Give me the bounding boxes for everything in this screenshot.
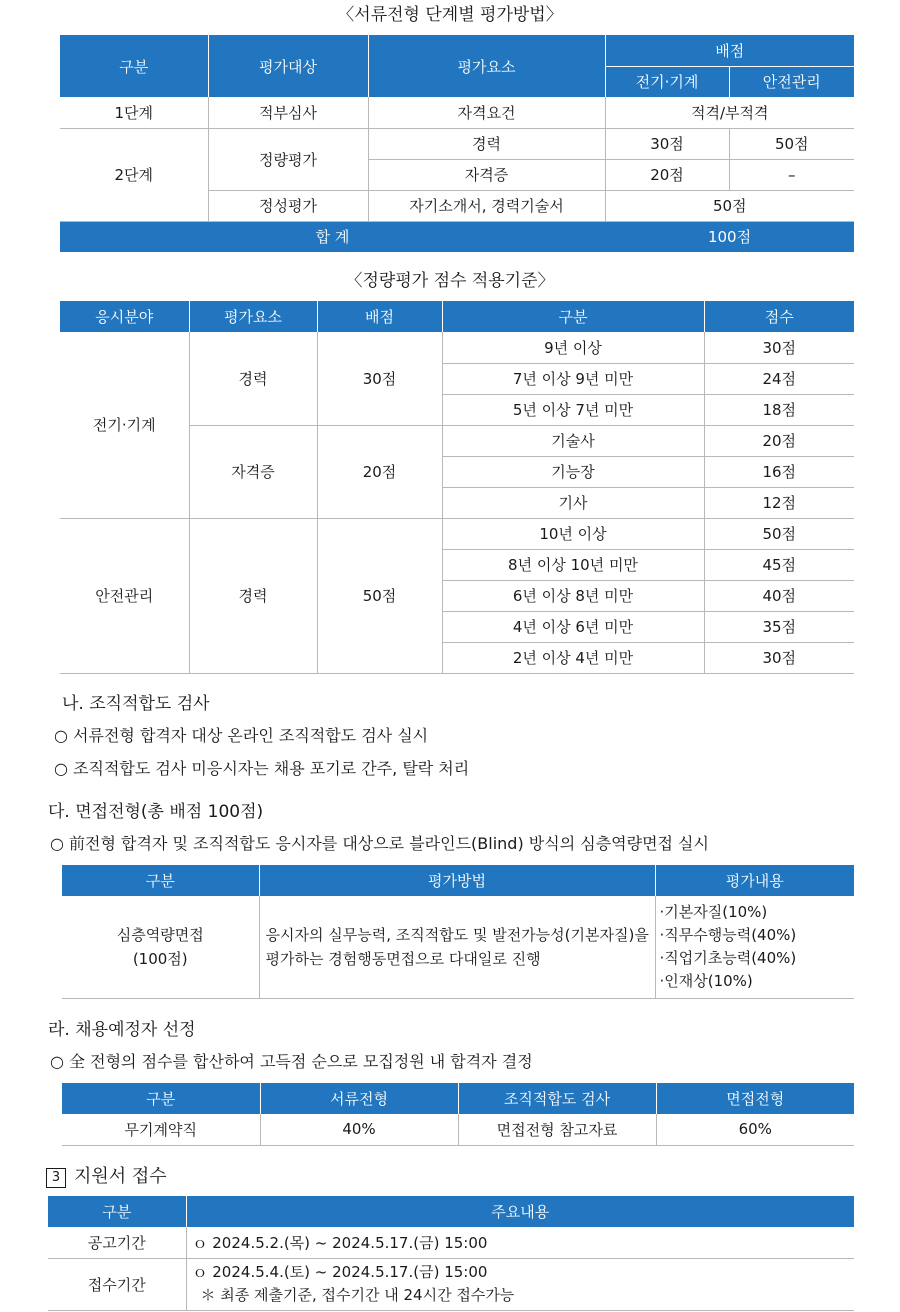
field-cell: 안전관리	[60, 518, 189, 673]
header-field: 응시분야	[60, 301, 189, 332]
interview-cell: 60%	[656, 1114, 854, 1145]
points-cell: 30점	[704, 332, 854, 363]
total-score: 100점	[605, 221, 854, 252]
stage-cell: 1단계	[60, 97, 208, 128]
criteria-cell: 기능장	[442, 456, 704, 487]
interview-name-cell	[62, 896, 259, 998]
points-cell: 20점	[704, 425, 854, 456]
points-cell: 30점	[704, 642, 854, 673]
section-na-heading: 나. 조직적합도 검사	[62, 694, 210, 714]
criteria-cell: 기술사	[442, 425, 704, 456]
element-cell: 자격증	[189, 425, 317, 518]
points-cell: 45점	[704, 549, 854, 580]
element-cell: 경력	[189, 332, 317, 425]
content-item: ·기본자질(10%)	[659, 902, 768, 921]
header-method: 평가방법	[259, 865, 655, 896]
score-cell: –	[729, 159, 854, 190]
quantitative-criteria-table	[60, 301, 854, 674]
score-cell: 30점	[605, 128, 729, 159]
criteria-cell: 5년 이상 7년 미만	[442, 394, 704, 425]
interview-name: 심층역량면접	[116, 925, 204, 944]
criteria-cell: 기사	[442, 487, 704, 518]
ra-bullet-1: ○ 全 전형의 점수를 합산하여 고득점 순으로 모집정원 내 합격자 결정	[50, 1052, 533, 1071]
header-document: 서류전형	[260, 1083, 458, 1114]
header-target: 평가대상	[208, 35, 368, 97]
header-interview: 면접전형	[656, 1083, 854, 1114]
criteria-cell: 7년 이상 9년 미만	[442, 363, 704, 394]
na-bullet-1: ○ 서류전형 합격자 대상 온라인 조직적합도 검사 실시	[54, 726, 429, 745]
criteria-cell: 4년 이상 6년 미만	[442, 611, 704, 642]
section-number-box: 3	[46, 1168, 66, 1188]
criteria-cell: 9년 이상	[442, 332, 704, 363]
score-cell: 20점	[605, 159, 729, 190]
points-cell: 18점	[704, 394, 854, 425]
section-3-title: 지원서 접수	[74, 1166, 167, 1187]
header-element: 평가요소	[189, 301, 317, 332]
table1-title: 〈서류전형 단계별 평가방법〉	[337, 5, 563, 25]
da-bullet-1: ○ 前전형 합격자 및 조직적합도 응시자를 대상으로 블라인드(Blind) 방식의 심층역량면접 실시	[50, 834, 709, 853]
selection-table	[62, 1083, 854, 1146]
interview-table	[62, 865, 854, 999]
stage-cell: 2단계	[60, 128, 208, 221]
header-gubun: 구분	[62, 865, 259, 896]
points-cell: 12점	[704, 487, 854, 518]
score-cell: 적격/부적격	[605, 97, 854, 128]
na-bullet-2: ○ 조직적합도 검사 미응시자는 채용 포기로 간주, 탈락 처리	[54, 759, 470, 778]
header-element: 평가요소	[368, 35, 605, 97]
note-line: ＊ 최종 제출기준, 접수기간 내 24시간 접수가능	[200, 1286, 515, 1304]
header-gubun: 구분	[62, 1083, 260, 1114]
criteria-cell: 8년 이상 10년 미만	[442, 549, 704, 580]
content-item: ·직무수행능력(40%)	[659, 925, 797, 944]
score-cell: 50점	[605, 190, 854, 221]
header-elec-mech: 전기·기계	[605, 66, 729, 97]
header-content: 평가내용	[655, 865, 854, 896]
table2-title: 〈정량평가 점수 적용기준〉	[345, 271, 555, 291]
element-cell: 자격증	[368, 159, 605, 190]
period-line: ｏ 2024.5.4.(토) ~ 2024.5.17.(금) 15:00	[192, 1263, 488, 1281]
org-fit-cell: 면접전형 참고자료	[458, 1114, 656, 1145]
method-line: 응시자의 실무능력, 조직적합도 및 발전가능성(기본자질)을	[265, 925, 649, 944]
section-da-heading: 다. 면접전형(총 배점 100점)	[48, 802, 264, 822]
element-cell: 자기소개서, 경력기술서	[368, 190, 605, 221]
points-cell: 40점	[704, 580, 854, 611]
criteria-cell: 6년 이상 8년 미만	[442, 580, 704, 611]
section-ra-heading: 라. 채용예정자 선정	[48, 1020, 196, 1040]
header-points: 점수	[704, 301, 854, 332]
content-cell	[186, 1258, 854, 1310]
document-evaluation-table	[60, 35, 854, 252]
criteria-cell: 10년 이상	[442, 518, 704, 549]
target-cell: 정성평가	[208, 190, 368, 221]
criteria-cell: 2년 이상 4년 미만	[442, 642, 704, 673]
header-gubun: 구분	[442, 301, 704, 332]
header-allocation: 배점	[317, 301, 442, 332]
interview-method-cell	[259, 896, 655, 998]
score-cell: 50점	[729, 128, 854, 159]
header-gubun: 구분	[48, 1196, 186, 1227]
document-cell: 40%	[260, 1114, 458, 1145]
header-content: 주요내용	[186, 1196, 854, 1227]
interview-points: (100점)	[132, 949, 188, 968]
gubun-cell: 접수기간	[48, 1258, 186, 1310]
points-cell: 35점	[704, 611, 854, 642]
interview-content-cell	[655, 896, 854, 998]
element-cell: 자격요건	[368, 97, 605, 128]
header-org-fit: 조직적합도 검사	[458, 1083, 656, 1114]
application-table	[48, 1196, 854, 1311]
points-cell: 16점	[704, 456, 854, 487]
method-line: 평가하는 경험행동면접으로 다대일로 진행	[265, 949, 541, 968]
total-label: 합 계	[60, 221, 605, 252]
allocation-cell: 50점	[317, 518, 442, 673]
element-cell: 경력	[189, 518, 317, 673]
target-cell: 적부심사	[208, 97, 368, 128]
content-cell: ｏ 2024.5.2.(목) ~ 2024.5.17.(금) 15:00	[186, 1227, 854, 1258]
header-score: 배점	[605, 35, 854, 66]
content-item: ·직업기초능력(40%)	[659, 948, 797, 967]
gubun-cell: 무기계약직	[62, 1114, 260, 1145]
gubun-cell: 공고기간	[48, 1227, 186, 1258]
header-gubun: 구분	[60, 35, 208, 97]
element-cell: 경력	[368, 128, 605, 159]
allocation-cell: 30점	[317, 332, 442, 425]
header-safety: 안전관리	[729, 66, 854, 97]
content-item: ·인재상(10%)	[659, 971, 753, 990]
target-cell: 정량평가	[208, 128, 368, 190]
section-3-heading	[46, 1165, 167, 1189]
allocation-cell: 20점	[317, 425, 442, 518]
field-cell: 전기·기계	[60, 332, 189, 518]
points-cell: 50점	[704, 518, 854, 549]
points-cell: 24점	[704, 363, 854, 394]
